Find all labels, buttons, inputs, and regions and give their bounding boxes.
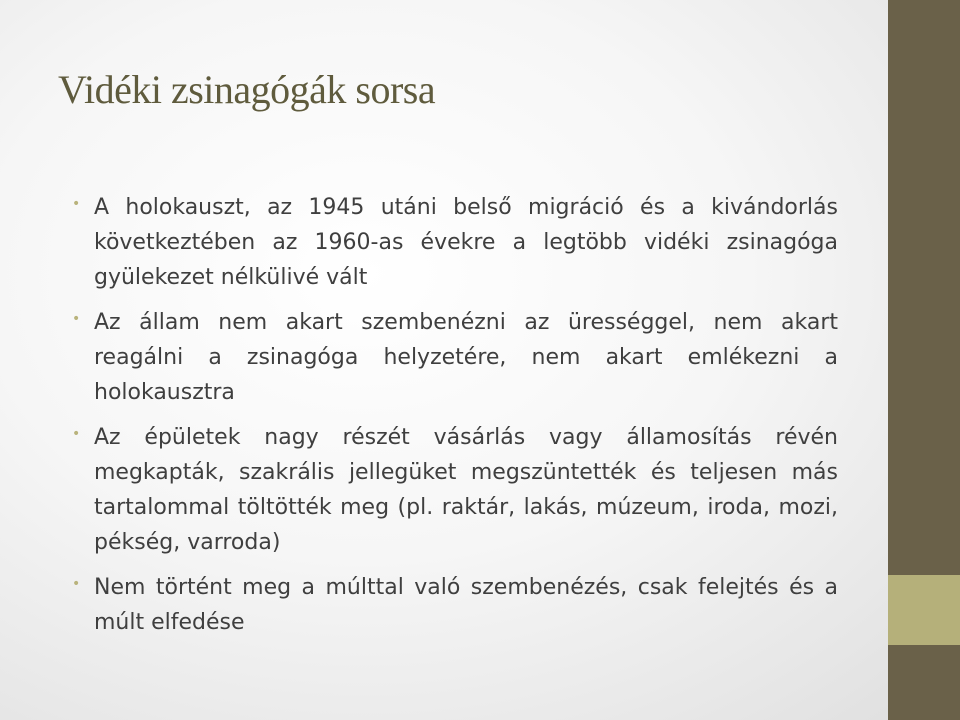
bullet-item (72, 190, 838, 295)
bullet-icon: • (72, 576, 81, 592)
bullet-text: Az állam nem akart szembenézni az ürességgel, nem akart reagálni a zsinagóga helyzetére, nem akart emlékezni a holokausztra (94, 310, 838, 405)
bullet-item (72, 570, 838, 640)
bullet-icon: • (72, 426, 81, 442)
bullet-text: Az épületek nagy részét vásárlás vagy államosítás révén megkapták, szakrális jellegüket megszüntették és teljesen más tartalommal töltötték meg (pl. raktár, lakás, múzeum, iroda, mozi, pékség, varroda) (94, 425, 838, 555)
bullet-icon: • (72, 196, 81, 212)
bullet-item (72, 305, 838, 410)
slide-title: Vidéki zsinagógák sorsa (58, 67, 436, 112)
bullet-item (72, 420, 838, 560)
bullet-list (72, 190, 838, 650)
side-bar-light-block (888, 575, 960, 645)
side-bar-dark-block (888, 0, 960, 575)
decorative-side-bar (888, 0, 960, 720)
bullet-text: Nem történt meg a múlttal való szembenézés, csak felejtés és a múlt elfedése (94, 575, 838, 635)
bullet-text: A holokauszt, az 1945 utáni belső migráció és a kivándorlás következtében az 1960-as évekre a legtöbb vidéki zsinagóga gyülekezet nélkülivé vált (94, 195, 838, 290)
bullet-icon: • (72, 311, 81, 327)
side-bar-bottom-block (888, 645, 960, 720)
